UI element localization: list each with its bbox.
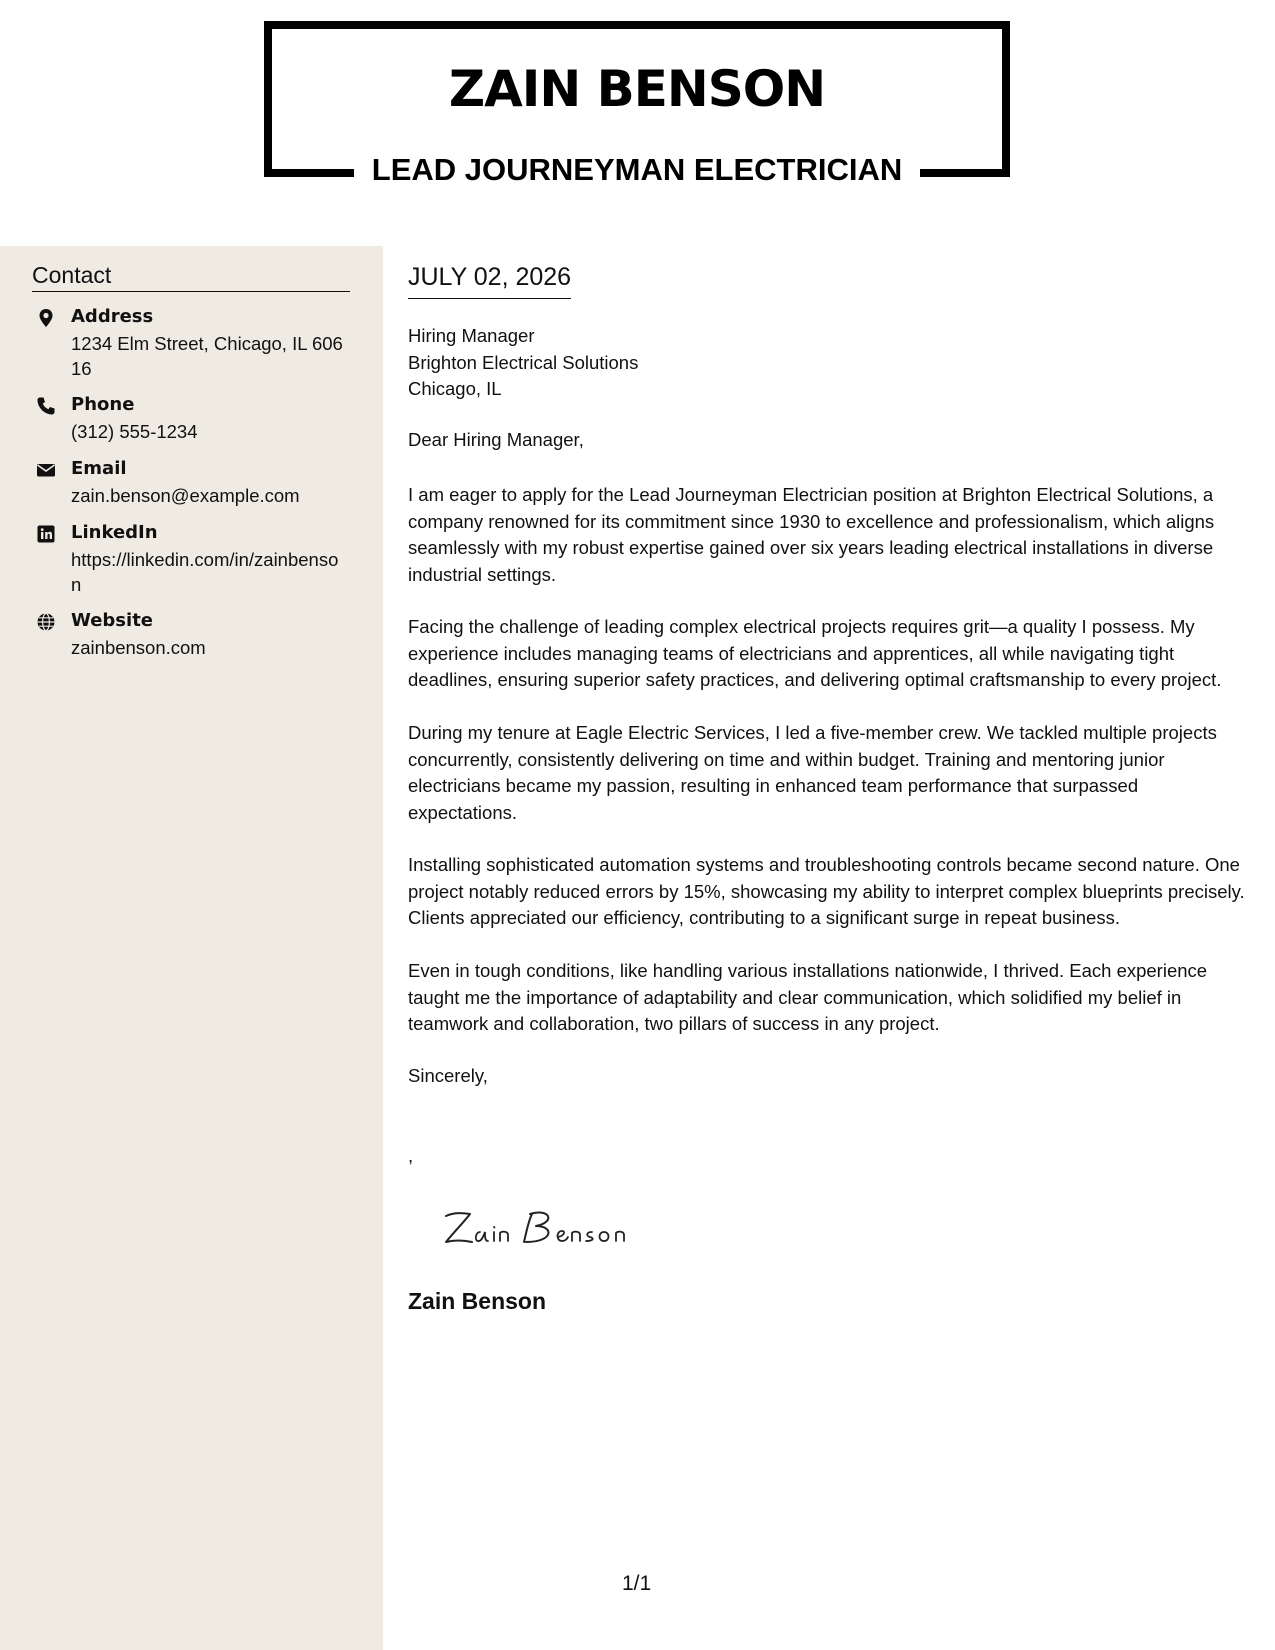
- website-value[interactable]: zainbenson.com: [71, 637, 206, 658]
- greeting: Dear Hiring Manager,: [408, 429, 584, 450]
- phone-value: (312) 555-1234: [71, 421, 198, 442]
- handwritten-signature: [440, 1202, 660, 1250]
- comma-line: ,: [408, 1145, 414, 1166]
- address-label: Address: [71, 306, 154, 327]
- email-value: zain.benson@example.com: [71, 485, 300, 506]
- contact-heading: Contact: [32, 262, 350, 292]
- envelope-icon: [36, 460, 56, 480]
- recipient-title: Hiring Manager: [408, 325, 535, 346]
- body-paragraph: Facing the challenge of leading complex electrical projects requires grit—a quality I possess. My experience includes managing teams of electricians and apprentices, all while navigating tight deadlines, ensuring superior safety practices, and delivering optimal craftsmanship to every project.: [408, 616, 1222, 690]
- website-label: Website: [71, 610, 154, 631]
- body-paragraph: Even in tough conditions, like handling various installations nationwide, I thrived. Each experience taught me the importance of adaptability and clear communication, which solidified my belief in teamwork and collaboration, two pillars of success in any project.: [408, 960, 1208, 1034]
- closing: Sincerely,: [408, 1065, 488, 1086]
- email-label: Email: [71, 458, 127, 479]
- signed-name: Zain Benson: [408, 1288, 547, 1314]
- phone-label: Phone: [71, 394, 135, 415]
- linkedin-value[interactable]: https://linkedin.com/in/zainbenson: [71, 549, 339, 595]
- body-paragraph: Installing sophisticated automation systems and troubleshooting controls became second nature. One project notably reduced errors by 15%, showcasing my ability to interpret complex blueprints precisely. Clients appreciated our efficiency, contributing to a significant surge in repeat business.: [408, 854, 1245, 928]
- map-pin-icon: [36, 308, 56, 328]
- recipient-block: [408, 323, 638, 403]
- page-number: 1/1: [622, 1572, 652, 1595]
- recipient-company: Brighton Electrical Solutions: [408, 351, 639, 373]
- letter-date: JULY 02, 2026: [408, 263, 571, 299]
- body-paragraph: I am eager to apply for the Lead Journeyman Electrician position at Brighton Electrical Solutions, a company renowned for its commitment since 1930 to excellence and professionalism, which aligns seamlessly with my robust expertise gained over six years leading electrical installations in diverse industrial settings.: [408, 484, 1215, 585]
- body-paragraph: During my tenure at Eagle Electric Services, I led a five-member crew. We tackled multiple projects concurrently, consistently delivering on time and within budget. Training and mentoring junior electricians became my passion, resulting in enhanced team performance that surpassed expectations.: [408, 722, 1217, 823]
- contact-sidebar: [0, 246, 383, 1650]
- job-title: LEAD JOURNEYMAN ELECTRICIAN: [371, 152, 903, 187]
- recipient-location: Chicago, IL: [408, 378, 502, 399]
- address-value: 1234 Elm Street, Chicago, IL 60616: [71, 333, 343, 379]
- globe-icon: [36, 612, 56, 632]
- phone-icon: [36, 396, 56, 416]
- linkedin-label: LinkedIn: [71, 522, 158, 543]
- applicant-name: ZAIN BENSON: [448, 60, 826, 118]
- linkedin-icon: [36, 524, 56, 544]
